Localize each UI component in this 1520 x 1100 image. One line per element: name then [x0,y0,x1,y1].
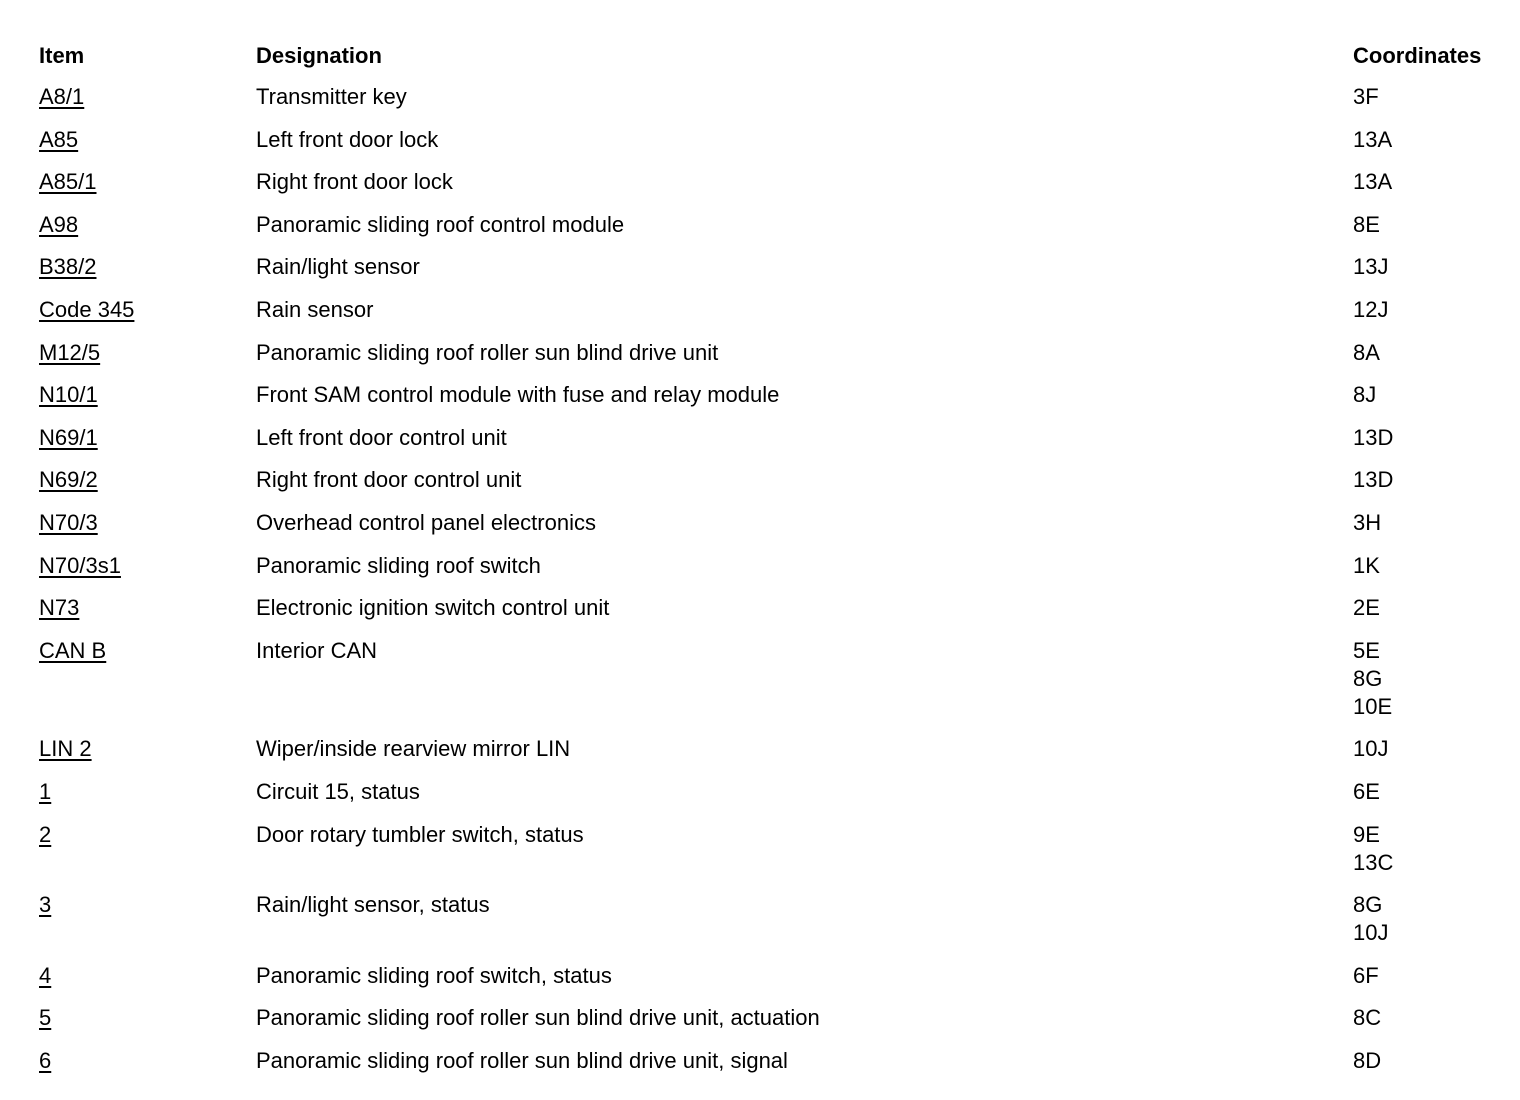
coordinates-cell [1353,594,1509,622]
item-cell [39,962,256,990]
table-row [39,509,1509,537]
coordinate-value: 3H [1353,509,1382,535]
designation-cell: Left front door lock [256,126,439,152]
coordinate-value: 6F [1353,962,1379,988]
coordinate-value: 13D [1353,424,1394,450]
coordinates-cell [1353,296,1509,324]
item-column-header: Item [39,43,85,68]
coordinates-cell [1353,891,1509,947]
item-cell [39,83,256,111]
item-cell [39,509,256,537]
coordinates-cell [1353,962,1509,990]
coordinate-value: 8E [1353,211,1380,237]
item-link[interactable]: 2 [39,821,52,847]
designation-cell: Transmitter key [256,84,407,109]
coordinate-value: 1K [1353,552,1380,578]
designation-cell: Front SAM control module with fuse and relay module [256,382,780,408]
item-cell [39,594,256,622]
item-link[interactable]: A8/1 [39,84,85,109]
table-row [39,424,1509,452]
item-link[interactable]: A98 [39,211,79,237]
coordinate-value: 13A [1353,126,1393,152]
table-row [39,168,1509,196]
designation-column-header: Designation [256,43,382,68]
item-link[interactable]: B38/2 [39,254,97,280]
coordinates-cell [1353,83,1509,111]
item-link[interactable]: LIN 2 [39,736,92,762]
coordinate-value: 5E [1353,637,1380,663]
designation-cell: Door rotary tumbler switch, status [256,821,584,847]
coordinates-cell [1353,253,1509,281]
item-link[interactable]: 4 [39,962,52,988]
item-link[interactable]: N10/1 [39,382,98,408]
item-link[interactable]: 6 [39,1047,52,1073]
table-row [39,1004,1509,1032]
designation-cell: Rain sensor [256,296,374,322]
item-cell [39,296,256,324]
table-row [39,637,1509,721]
table-row [39,83,1509,111]
table-row [39,891,1509,947]
coordinates-cell [1353,424,1509,452]
coordinates-cell [1353,821,1509,877]
coordinate-value: 8G [1353,892,1383,918]
item-cell [39,211,256,239]
table-row [39,253,1509,281]
table-body [39,83,1509,1075]
coordinate-value: 10E [1353,693,1393,719]
designation-cell: Left front door control unit [256,424,507,450]
item-link[interactable]: A85 [39,126,79,152]
item-cell [39,253,256,281]
coordinate-value: 8C [1353,1005,1382,1031]
coordinate-value: 10J [1353,736,1389,762]
item-cell [39,339,256,367]
coordinates-column-header: Coordinates [1353,43,1482,68]
table-row [39,296,1509,324]
coordinates-cell [1353,381,1509,409]
coordinates-cell [1353,211,1509,239]
item-link[interactable]: N70/3s1 [39,552,121,578]
coordinates-cell [1353,1004,1509,1032]
designation-cell: Panoramic sliding roof roller sun blind drive unit [256,339,719,365]
designation-cell: Panoramic sliding roof roller sun blind drive unit, signal [256,1047,788,1073]
coordinates-cell [1353,552,1509,580]
item-link[interactable]: 3 [39,892,52,918]
item-link[interactable]: M12/5 [39,339,101,365]
designation-cell: Rain/light sensor [256,254,420,280]
coordinate-value: 10J [1353,920,1389,946]
coordinate-value: 2E [1353,595,1380,621]
designation-cell: Wiper/inside rearview mirror LIN [256,736,571,762]
table-row [39,735,1509,763]
item-link[interactable]: 5 [39,1005,52,1031]
table-row [39,1047,1509,1075]
item-cell [39,1004,256,1032]
coordinate-value: 12J [1353,296,1389,322]
table-row [39,552,1509,580]
coordinate-value: 8A [1353,339,1380,365]
designation-cell: Interior CAN [256,637,378,663]
table-row [39,821,1509,877]
table-row [39,466,1509,494]
item-cell [39,821,256,849]
coordinates-cell [1353,339,1509,367]
coordinate-value: 13C [1353,849,1394,875]
table-row [39,381,1509,409]
item-link[interactable]: Code 345 [39,296,135,322]
coordinates-cell [1353,1047,1509,1075]
item-cell [39,381,256,409]
table-row [39,126,1509,154]
coordinates-cell [1353,637,1509,721]
table-header [39,42,1509,70]
legend-table [39,42,1509,1089]
designation-cell: Right front door control unit [256,467,522,493]
item-link[interactable]: 1 [39,778,52,804]
coordinate-value: 8D [1353,1047,1382,1073]
coordinate-value: 13A [1353,169,1393,195]
item-cell [39,637,256,665]
coordinate-value: 6E [1353,778,1380,804]
coordinate-value: 9E [1353,821,1380,847]
designation-cell: Panoramic sliding roof roller sun blind drive unit, actuation [256,1005,820,1031]
table-row [39,778,1509,806]
item-cell [39,552,256,580]
coordinates-cell [1353,509,1509,537]
coordinate-value: 13J [1353,254,1389,280]
designation-cell: Rain/light sensor, status [256,892,490,918]
table-row [39,594,1509,622]
designation-cell: Panoramic sliding roof switch [256,552,541,578]
item-link[interactable]: CAN B [39,637,107,663]
item-cell [39,424,256,452]
coordinates-cell [1353,126,1509,154]
designation-cell: Panoramic sliding roof control module [256,211,625,237]
table-row [39,962,1509,990]
coordinate-value: 8J [1353,382,1377,408]
coordinates-cell [1353,466,1509,494]
item-link[interactable]: N69/1 [39,424,98,450]
coordinates-cell [1353,778,1509,806]
item-link[interactable]: N70/3 [39,509,98,535]
coordinate-value: 13D [1353,467,1394,493]
item-cell [39,735,256,763]
item-cell [39,466,256,494]
coordinates-cell [1353,735,1509,763]
item-cell [39,168,256,196]
designation-cell: Circuit 15, status [256,778,420,804]
table-row [39,339,1509,367]
item-link[interactable]: N69/2 [39,467,98,493]
table-row [39,211,1509,239]
designation-cell: Overhead control panel electronics [256,509,596,535]
designation-cell: Right front door lock [256,169,453,195]
designation-cell: Electronic ignition switch control unit [256,595,610,621]
coordinate-value: 3F [1353,84,1379,109]
item-cell [39,778,256,806]
item-cell [39,891,256,919]
coordinate-value: 8G [1353,665,1383,691]
item-link[interactable]: N73 [39,595,80,621]
item-link[interactable]: A85/1 [39,169,97,195]
designation-cell: Panoramic sliding roof switch, status [256,962,612,988]
item-cell [39,1047,256,1075]
coordinates-cell [1353,168,1509,196]
item-cell [39,126,256,154]
